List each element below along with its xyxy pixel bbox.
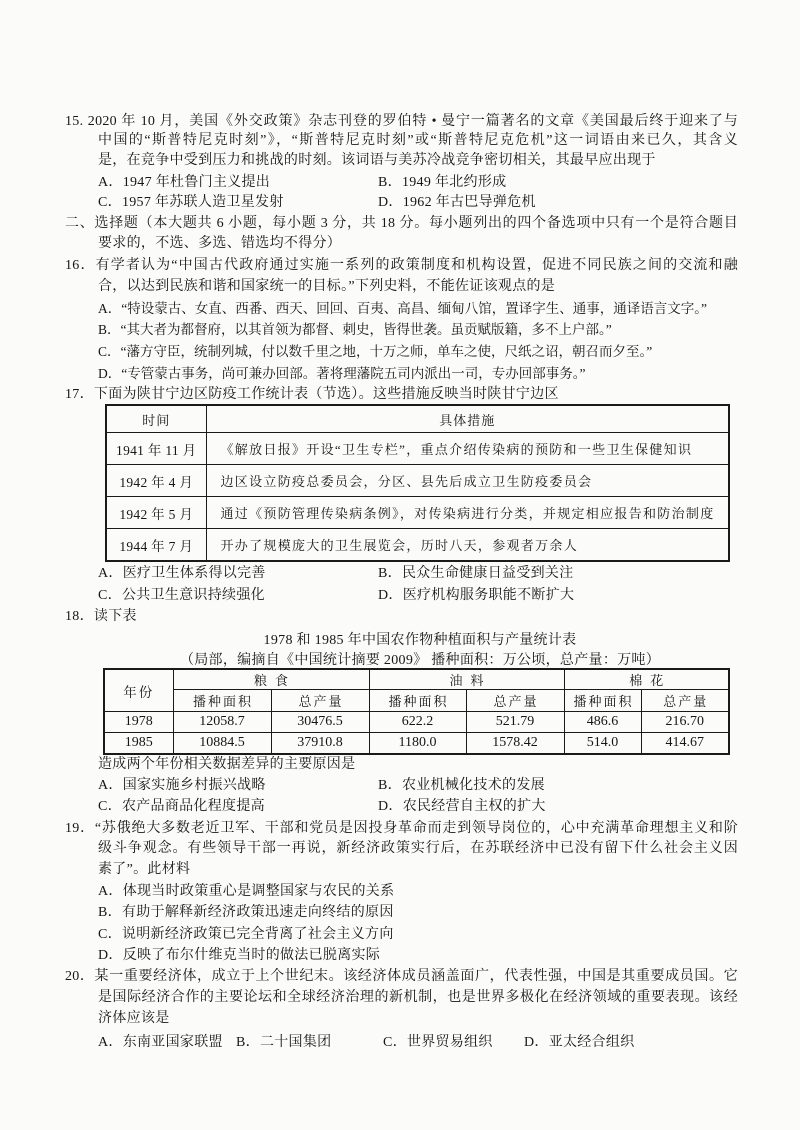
q19-option-c: C．说明新经济政策已完全背离了社会主义方向 bbox=[98, 927, 394, 942]
table-subheader-row bbox=[104, 690, 729, 712]
section-heading-line-2: 要求的，不选、多选、错选均不得分） bbox=[98, 236, 342, 251]
table-cell: 622.2 bbox=[369, 712, 466, 733]
q18-option-a: A．国家实施乡村振兴战略 bbox=[98, 778, 266, 793]
table-cell: 12058.7 bbox=[173, 712, 271, 733]
header-oilseed: 油料 bbox=[369, 669, 564, 690]
q19-option-b: B．有助于解释新经济政策迅速走向终结的原因 bbox=[98, 905, 394, 920]
q16-option-d: D．“专管蒙古事务，尚可兼办回部。著将理藩院五司内派出一司，专办回部事务。” bbox=[98, 366, 586, 381]
q18-option-d: D．农民经营自主权的扩大 bbox=[378, 799, 546, 814]
row-measure: 开办了规模庞大的卫生展览会，历时八天，参观者万余人 bbox=[206, 529, 729, 562]
q18-prompt: 造成两个年份相关数据差异的主要原因是 bbox=[98, 757, 356, 772]
q16-stem-line-1: 16．有学者认为“中国古代政府通过实施一系列的政策制度和机构设置，促进不同民族之间的交流和融 bbox=[65, 258, 738, 273]
q18-table bbox=[103, 668, 730, 755]
q15-option-d: D．1962 年古巴导弹危机 bbox=[378, 195, 536, 210]
q15-option-b: B．1949 年北约形成 bbox=[378, 175, 507, 190]
row-time: 1941 年 11 月 bbox=[106, 433, 206, 465]
q20-option-d: D．亚太经合组织 bbox=[524, 1035, 635, 1050]
q16-option-c: C．“藩方守臣，统制列城，付以数千里之地，十万之师，单车之使，尺纸之诏，朝召而夕至。” bbox=[98, 344, 653, 359]
subheader-area: 播种面积 bbox=[369, 690, 466, 712]
q19-stem-line-2: 级斗争观念。有些领导干部一再说，新经济政策实行后，在苏联经济中已没有留下什么社会主义因 bbox=[98, 841, 738, 856]
subheader-area: 播种面积 bbox=[173, 690, 271, 712]
q17-table bbox=[105, 404, 730, 562]
q18-table-note: （局部，编摘自《中国统计摘要 2009》 播种面积：万公顷，总产量：万吨） bbox=[179, 653, 661, 668]
q16-stem-line-2: 合，以达到民族和谐和国家统一的目标。”下列史料，不能佐证该观点的是 bbox=[98, 279, 556, 294]
q20-option-c: C．世界贸易组织 bbox=[383, 1035, 493, 1050]
row-measure: 边区设立防疫总委员会，分区、县先后成立卫生防疫委员会 bbox=[206, 465, 729, 497]
row-year: 1985 bbox=[104, 733, 173, 755]
row-year: 1978 bbox=[104, 712, 173, 733]
table-header-row bbox=[104, 669, 729, 690]
row-measure: 通过《预防管理传染病条例》，对传染病进行分类，并规定相应报告和防治制度 bbox=[206, 497, 729, 529]
table-cell: 10884.5 bbox=[173, 733, 271, 755]
q19-option-d: D．反映了布尔什维克当时的做法已脱离实际 bbox=[98, 948, 381, 963]
table-cell: 1180.0 bbox=[369, 733, 466, 755]
table-cell: 1578.42 bbox=[466, 733, 564, 755]
subheader-output: 总产量 bbox=[641, 690, 729, 712]
q15-stem-line-1: 15. 2020 年 10 月，美国《外交政策》杂志刊登的罗伯特 • 曼宁一篇著名的文章《美国最后终于迎来了与 bbox=[65, 114, 738, 129]
table-row bbox=[106, 529, 729, 562]
table-cell: 514.0 bbox=[564, 733, 641, 755]
table-row bbox=[106, 465, 729, 497]
q20-stem-line-2: 是国际经济合作的主要论坛和全球经济治理的新机制，也是世界多极化在经济领域的重要表现。该经 bbox=[98, 990, 738, 1005]
q20-stem-line-1: 20．某一重要经济体，成立于上个世纪末。该经济体成员涵盖面广，代表性强，中国是其重要成员国。它 bbox=[65, 969, 738, 984]
q18-table-title: 1978 和 1985 年中国农作物种植面积与产量统计表 bbox=[263, 633, 577, 648]
q17-option-c: C．公共卫生意识持续强化 bbox=[98, 588, 265, 603]
subheader-output: 总产量 bbox=[271, 690, 369, 712]
q15-stem-line-3: 是，在竞争中受到压力和挑战的时刻。该词语与美苏冷战竞争密切相关，其最早应出现于 bbox=[98, 153, 656, 168]
row-time: 1942 年 4 月 bbox=[106, 465, 206, 497]
table-row bbox=[106, 497, 729, 529]
header-time: 时间 bbox=[106, 405, 206, 433]
q15-option-a: A．1947 年杜鲁门主义提出 bbox=[98, 175, 271, 190]
q16-option-b: B．“其大者为都督府，以其首领为都督、刺史，皆得世袭。虽贡赋版籍，多不上户部。” bbox=[98, 322, 612, 337]
subheader-area: 播种面积 bbox=[564, 690, 641, 712]
row-time: 1944 年 7 月 bbox=[106, 529, 206, 562]
table-row bbox=[104, 712, 729, 733]
q16-option-a: A．“特设蒙古、女直、西番、西天、回回、百夷、高昌、缅甸八馆，置译字生、通事，通译语言文字。” bbox=[98, 301, 707, 316]
subheader-output: 总产量 bbox=[466, 690, 564, 712]
table-cell: 216.70 bbox=[641, 712, 729, 733]
table-row bbox=[104, 733, 729, 755]
table-header-row bbox=[106, 405, 729, 433]
header-measures: 具体措施 bbox=[206, 405, 729, 433]
q17-option-b: B．民众生命健康日益受到关注 bbox=[378, 566, 574, 581]
header-year: 年份 bbox=[104, 669, 173, 712]
table-cell: 521.79 bbox=[466, 712, 564, 733]
header-grain: 粮食 bbox=[173, 669, 369, 690]
q19-stem-line-1: 19．“苏俄绝大多数老近卫军、干部和党员是因投身革命而走到领导岗位的，心中充满革命理想主义和阶 bbox=[65, 821, 738, 836]
header-cotton: 棉花 bbox=[564, 669, 729, 690]
row-measure: 《解放日报》开设“卫生专栏”，重点介绍传染病的预防和一些卫生保健知识 bbox=[206, 433, 729, 465]
q19-option-a: A．体现当时政策重心是调整国家与农民的关系 bbox=[98, 884, 395, 899]
section-heading-line-1: 二、选择题（本大题共 6 小题，每小题 3 分，共 18 分。每小题列出的四个备选项中只有一个是符合题目 bbox=[65, 216, 738, 231]
q19-stem-line-3: 素了”。此材料 bbox=[98, 862, 191, 877]
table-cell: 414.67 bbox=[641, 733, 729, 755]
table-cell: 30476.5 bbox=[271, 712, 369, 733]
table-cell: 37910.8 bbox=[271, 733, 369, 755]
table-cell: 486.6 bbox=[564, 712, 641, 733]
q17-option-d: D．医疗机构服务职能不断扩大 bbox=[378, 588, 575, 603]
q18-option-b: B．农业机械化技术的发展 bbox=[378, 778, 545, 793]
table-row bbox=[106, 433, 729, 465]
q20-option-b: B．二十国集团 bbox=[236, 1035, 332, 1050]
row-time: 1942 年 5 月 bbox=[106, 497, 206, 529]
q18-option-c: C．农产品商品化程度提高 bbox=[98, 799, 265, 814]
q20-stem-line-3: 济体应该是 bbox=[98, 1011, 170, 1026]
q15-stem-line-2: 中国的“斯普特尼克时刻”》，“斯普特尼克时刻”或“斯普特尼克危机”这一词语由来已久，其含义 bbox=[98, 133, 738, 148]
q17-option-a: A．医疗卫生体系得以完善 bbox=[98, 566, 266, 581]
q18-stem: 18．读下表 bbox=[65, 609, 137, 624]
q20-option-a: A．东南亚国家联盟 bbox=[98, 1035, 223, 1050]
q15-option-c: C．1957 年苏联人造卫星发射 bbox=[98, 195, 284, 210]
q17-stem: 17．下面为陕甘宁边区防疫工作统计表（节选）。这些措施反映当时陕甘宁边区 bbox=[65, 387, 559, 402]
